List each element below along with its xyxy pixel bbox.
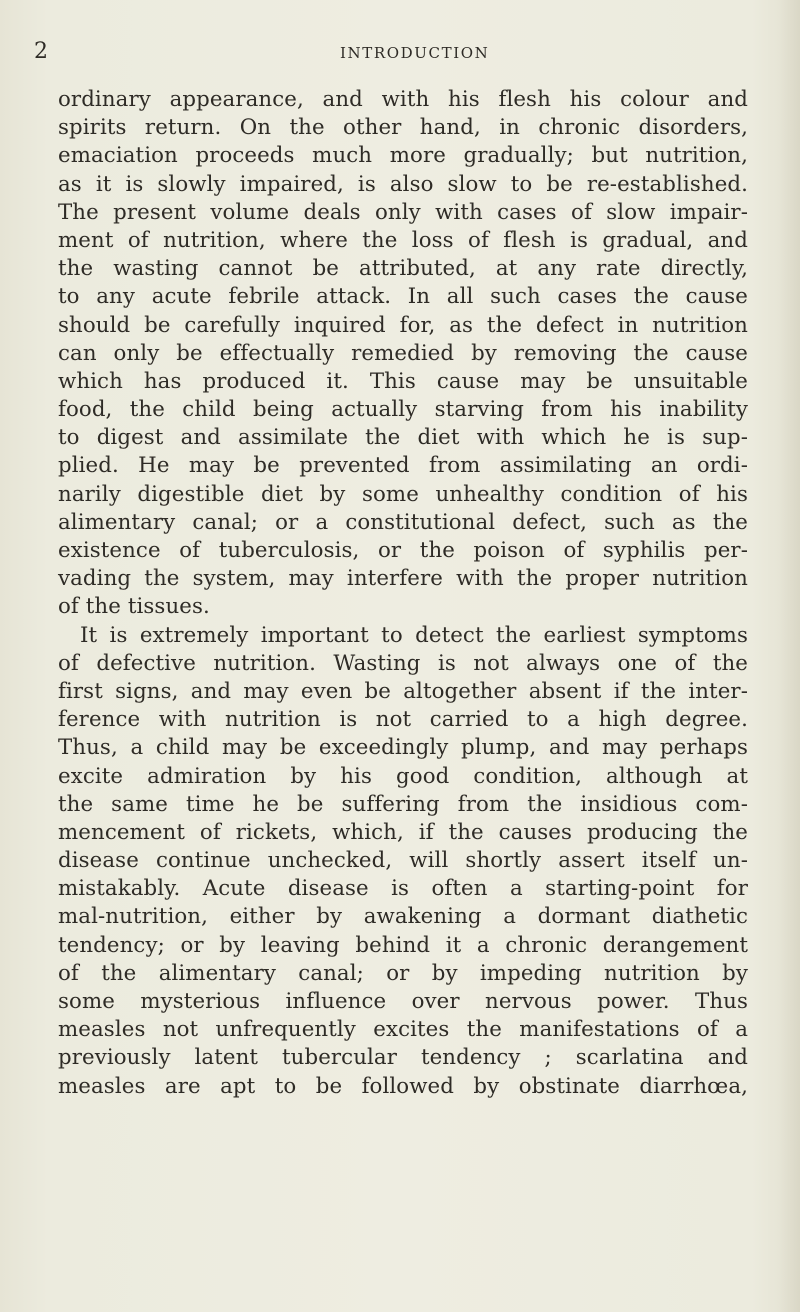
text-line: can only be effectually remedied by removing the cause bbox=[58, 340, 748, 366]
text-line: Thus, a child may be exceedingly plump, and may perhaps bbox=[58, 735, 748, 761]
text-line: ordinary appearance, and with his flesh his colour and bbox=[58, 87, 748, 112]
text-line: some mysterious influence over nervous power. Thus bbox=[58, 989, 748, 1014]
text-line: tendency; or by leaving behind it a chronic derangement bbox=[58, 932, 748, 958]
text-line: spirits return. On the other hand, in chronic disorders, bbox=[58, 115, 748, 141]
text-line: disease continue unchecked, will shortly assert itself un- bbox=[58, 848, 748, 874]
text-line: as it is slowly impaired, is also slow to be re-established. bbox=[58, 171, 748, 197]
text-line: narily digestible diet by some unhealthy condition of his bbox=[58, 481, 748, 507]
text-line: previously latent tubercular tendency ; scarlatina and bbox=[58, 1045, 748, 1071]
paragraph bbox=[58, 86, 748, 622]
text-line: emaciation proceeds much more gradually; but nutrition, bbox=[58, 143, 748, 169]
page-header bbox=[34, 38, 754, 68]
text-line: measles are apt to be followed by obstinate diarrhœa, bbox=[58, 1073, 748, 1099]
text-line: of defective nutrition. Wasting is not always one of the bbox=[58, 650, 748, 676]
running-head: INTRODUCTION bbox=[340, 44, 490, 62]
text-line: The present volume deals only with cases of slow impair- bbox=[58, 199, 748, 225]
text-line: measles not unfrequently excites the manifestations of a bbox=[58, 1017, 748, 1043]
page-number: 2 bbox=[34, 39, 48, 64]
text-line: the same time he be suffering from the insidious com- bbox=[58, 791, 748, 817]
text-line: food, the child being actually starving from his inability bbox=[58, 397, 748, 423]
text-line: which has produced it. This cause may be unsuitable bbox=[58, 368, 748, 394]
text-line: should be carefully inquired for, as the defect in nutrition bbox=[58, 312, 748, 338]
text-line: to digest and assimilate the diet with which he is sup- bbox=[58, 425, 748, 451]
paragraph bbox=[58, 622, 748, 1101]
text-line: mencement of rickets, which, if the causes producing the bbox=[58, 819, 748, 845]
body-text bbox=[58, 86, 748, 1101]
text-line: vading the system, may interfere with the proper nutrition bbox=[58, 566, 748, 592]
text-line: plied. He may be prevented from assimilating an ordi- bbox=[58, 453, 748, 479]
text-line: to any acute febrile attack. In all such cases the cause bbox=[58, 284, 748, 310]
text-line: It is extremely important to detect the earliest symptoms bbox=[80, 622, 748, 648]
text-line: first signs, and may even be altogether absent if the inter- bbox=[58, 678, 748, 704]
text-line: excite admiration by his good condition, although at bbox=[58, 763, 748, 789]
text-line: of the alimentary canal; or by impeding nutrition by bbox=[58, 960, 748, 986]
text-line: mal-nutrition, either by awakening a dormant diathetic bbox=[58, 904, 748, 930]
text-line: existence of tuberculosis, or the poison of syphilis per- bbox=[58, 538, 748, 563]
text-line: alimentary canal; or a constitutional defect, such as the bbox=[58, 509, 748, 535]
text-line: of the tissues. bbox=[58, 594, 210, 620]
text-line: ference with nutrition is not carried to a high degree. bbox=[58, 707, 748, 733]
text-line: ment of nutrition, where the loss of flesh is gradual, and bbox=[58, 227, 748, 253]
text-line: the wasting cannot be attributed, at any rate directly, bbox=[58, 256, 748, 282]
page-edge-shadow bbox=[778, 0, 800, 1312]
text-line: mistakably. Acute disease is often a starting-point for bbox=[58, 876, 748, 902]
